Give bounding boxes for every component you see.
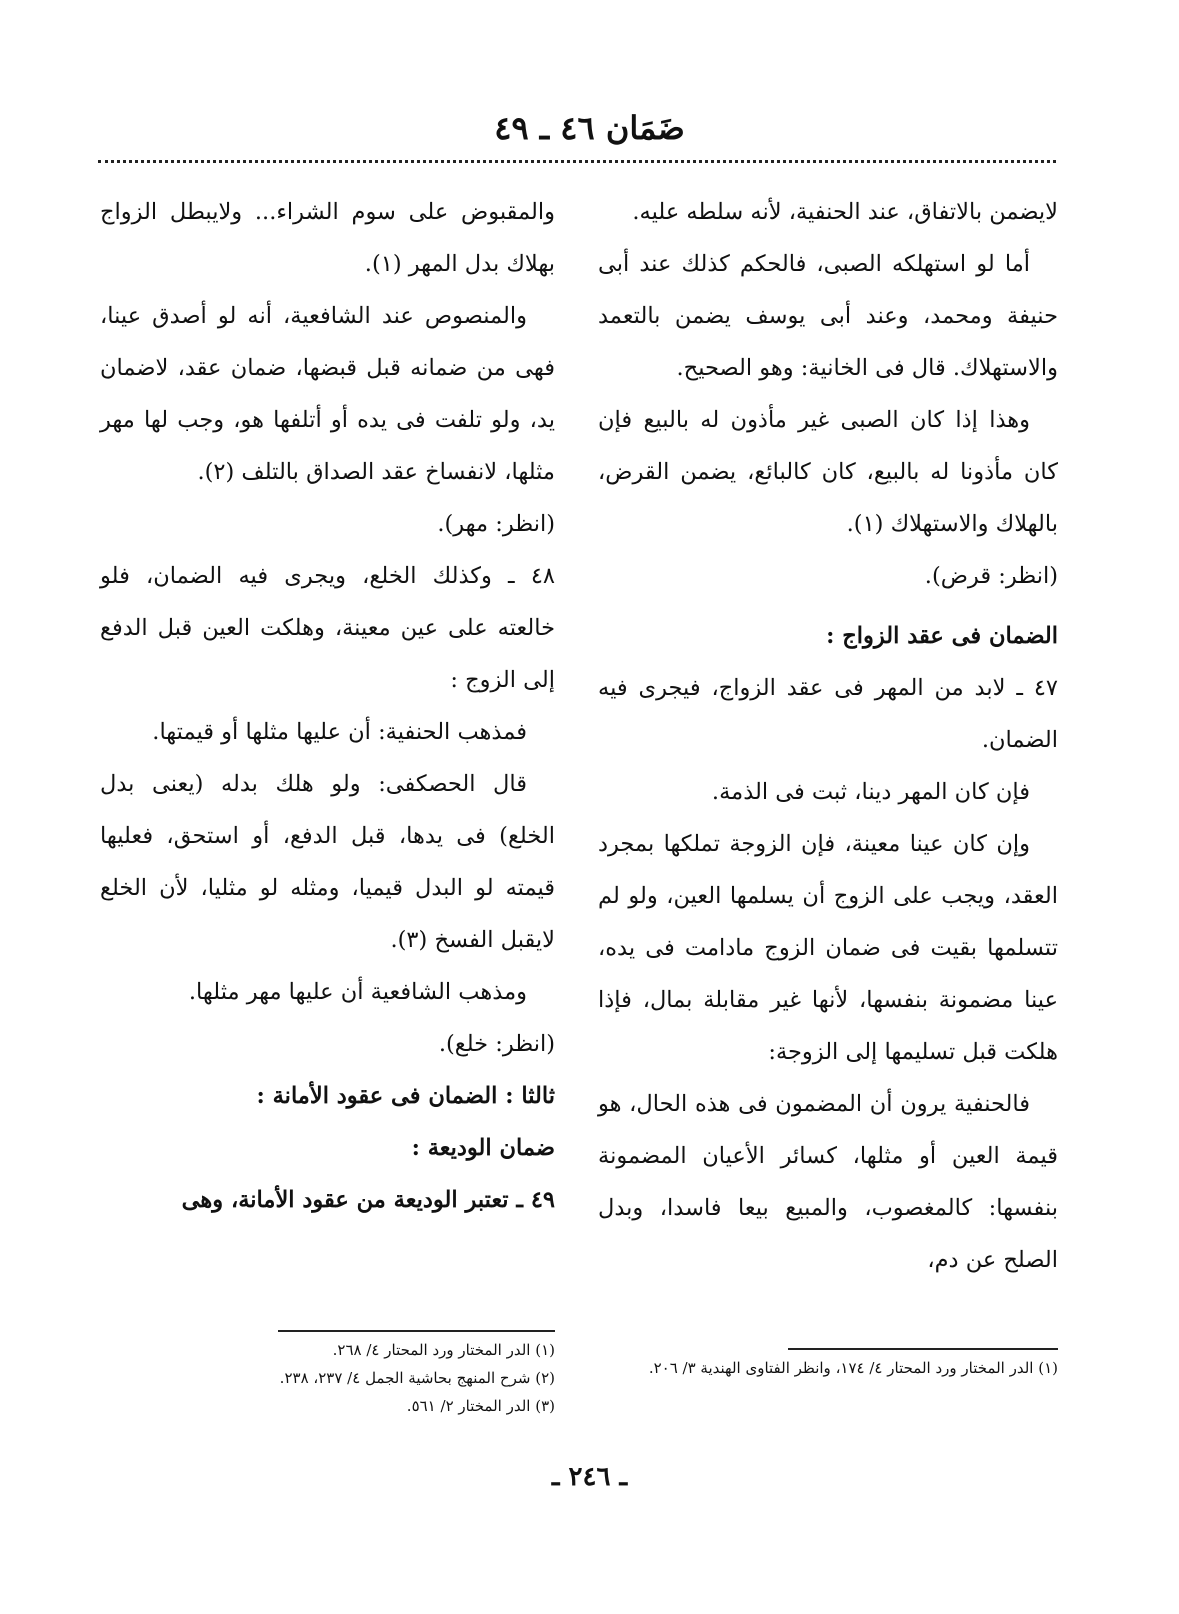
section-heading: الضمان فى عقد الزواج : [826, 623, 1058, 649]
paragraph: والمقبوض على سوم الشراء... ولايبطل الزواج بهلاك بدل المهر (١). [100, 199, 555, 277]
numbered-paragraph: ٤٧ ـ لابد من المهر فى عقد الزواج، فيجرى فيه الضمان. [598, 675, 1058, 753]
paragraph: والمنصوص عند الشافعية، أنه لو أصدق عينا، فهى من ضمانه قبل قبضها، ضمان عقد، لاضمان يد، ولو تلفت فى يده أو أتلفها هو، وجب لها مهر مثلها، لانفساخ عقد الصداق بالتلف (٢). [100, 303, 555, 485]
paragraph: فالحنفية يرون أن المضمون فى هذه الحال، هو قيمة العين أو مثلها، كسائر الأعيان المضمونة بنفسها: كالمغصوب، والمبيع بيعا فاسدا، وبدل الصلح عن دم، [598, 1091, 1058, 1273]
paragraph: فمذهب الحنفية: أن عليها مثلها أو قيمتها. [152, 719, 527, 745]
paragraph: قال الحصكفى: ولو هلك بدله (يعنى بدل الخلع) فى يدها، قبل الدفع، أو استحق، فعليها قيمته لو البدل قيميا، ومثله لو مثليا، لأن الخلع لايقبل الفسخ (٣). [100, 771, 555, 953]
footnote-rule-left [278, 1330, 555, 1332]
subsection-heading: ضمان الوديعة : [411, 1135, 555, 1161]
section-heading: ثالثا : الضمان فى عقود الأمانة : [256, 1083, 555, 1109]
paragraph: فإن كان المهر دينا، ثبت فى الذمة. [711, 779, 1030, 805]
footnote: (٢) شرح المنهج بحاشية الجمل ٤/ ٢٣٧، ٢٣٨. [279, 1369, 555, 1387]
header-dotted-rule [98, 160, 1056, 163]
footnote: (١) الدر المختار ورد المحتار ٤/ ١٧٤، وانظر الفتاوى الهندية ٣/ ٢٠٦. [648, 1359, 1058, 1377]
paragraph: لايضمن بالاتفاق، عند الحنفية، لأنه سلطه عليه. [632, 199, 1058, 225]
right-column [598, 186, 1058, 1286]
footnotes-left [100, 1336, 555, 1420]
numbered-paragraph: ٤٨ ـ وكذلك الخلع، ويجرى فيه الضمان، فلو خالعته على عين معينة، وهلكت العين قبل الدفع إلى الزوج : [100, 563, 555, 693]
paragraph: أما لو استهلكه الصبى، فالحكم كذلك عند أبى حنيفة ومحمد، وعند أبى يوسف يضمن بالتعمد والاستهلاك. قال فى الخانية: وهو الصحيح. [598, 251, 1058, 381]
cross-reference: (انظر: قرض). [924, 563, 1058, 589]
paragraph: وإن كان عينا معينة، فإن الزوجة تملكها بمجرد العقد، ويجب على الزوج أن يسلمها العين، ولو لم تتسلمها بقيت فى ضمان الزوج مادامت فى يده، عينا مضمونة بنفسها، لأنها غير مقابلة بمال، فإذا هلكت قبل تسليمها إلى الزوجة: [598, 831, 1058, 1065]
paragraph: ومذهب الشافعية أن عليها مهر مثلها. [188, 979, 527, 1005]
numbered-paragraph: ٤٩ ـ تعتبر الوديعة من عقود الأمانة، وهى [181, 1187, 555, 1213]
footnote: (٣) الدر المختار ٢/ ٥٦١. [406, 1397, 555, 1415]
page-number: ـ ٢٤٦ ـ [551, 1462, 628, 1492]
footnote-rule-right [788, 1348, 1058, 1350]
left-column [100, 186, 555, 1226]
footnote: (١) الدر المختار ورد المحتار ٤/ ٢٦٨. [332, 1341, 555, 1359]
cross-reference: (انظر: مهر). [437, 511, 555, 537]
running-header: ضَمَان ٤٦ ـ ٤٩ [494, 109, 685, 147]
paragraph: وهذا إذا كان الصبى غير مأذون له بالبيع فإن كان مأذونا له بالبيع، كان كالبائع، يضمن القرض، بالهلاك والاستهلاك (١). [598, 407, 1058, 537]
footnotes-right [598, 1354, 1058, 1382]
cross-reference: (انظر: خلع). [438, 1031, 555, 1057]
